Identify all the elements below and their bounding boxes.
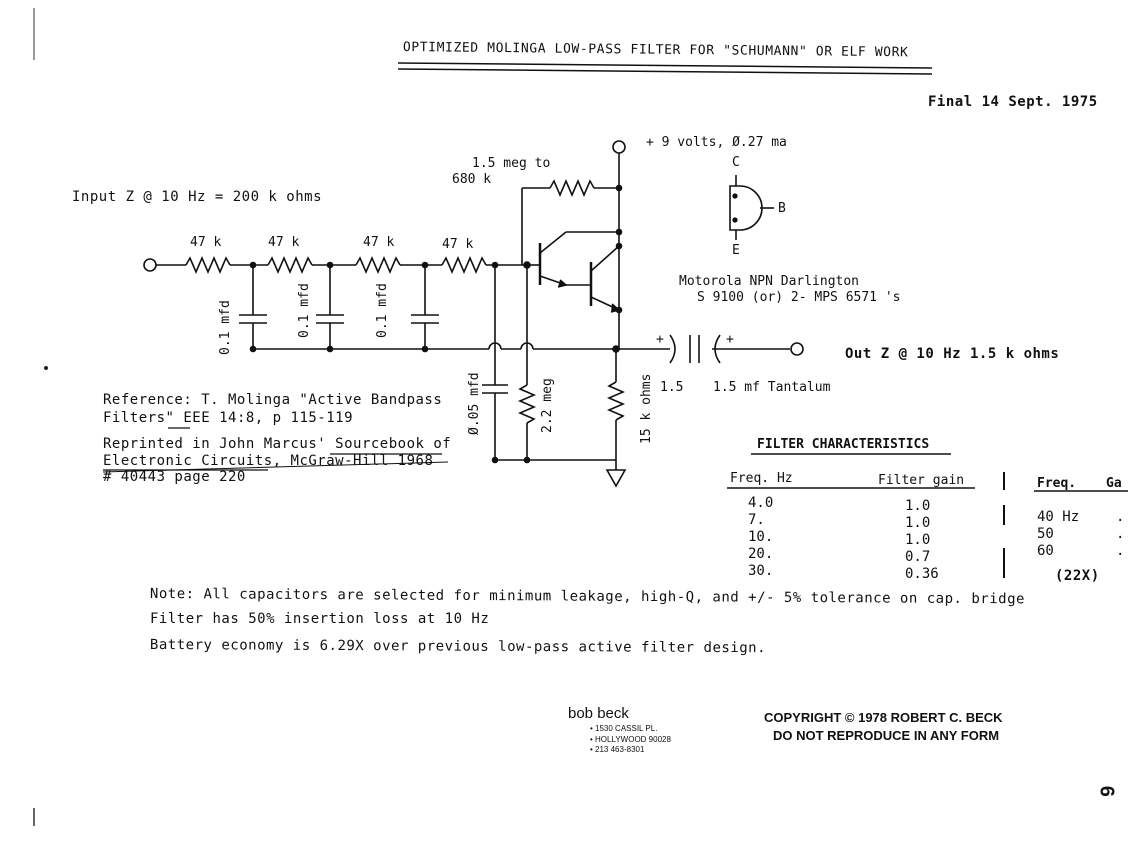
col-gain2-header: Ga bbox=[1106, 476, 1122, 491]
freq-value: 7. bbox=[748, 512, 765, 528]
cap-label-3: 0.1 mfd bbox=[375, 283, 390, 338]
cap-plus-2: + bbox=[726, 332, 734, 347]
gain2-value: . bbox=[1116, 543, 1125, 559]
gain-value: 1.0 bbox=[905, 515, 931, 531]
transistor-label-1: Motorola NPN Darlington bbox=[679, 274, 860, 289]
cap-plus-1: + bbox=[656, 332, 664, 347]
freq-value: 10. bbox=[748, 529, 774, 545]
cap-label-1: 0.1 mfd bbox=[218, 300, 233, 355]
gain-value: 1.0 bbox=[905, 498, 931, 514]
gain-value: 0.7 bbox=[905, 549, 931, 565]
copyright-line-2: DO NOT REPRODUCE IN ANY FORM bbox=[773, 728, 1000, 743]
col-freq-header: Freq. Hz bbox=[730, 471, 793, 486]
page-title: OPTIMIZED MOLINGA LOW-PASS FILTER FOR "SCHUMANN" OR ELF WORK bbox=[402, 40, 909, 61]
author-address-2: • HOLLYWOOD 90028 bbox=[590, 735, 671, 744]
res-label-4: 47 k bbox=[442, 237, 474, 252]
reference-journal: EEE bbox=[183, 410, 211, 426]
page-number: 6 bbox=[1095, 785, 1118, 798]
copyright-line-1: COPYRIGHT © 1978 ROBERT C. BECK bbox=[764, 710, 1003, 725]
gain-value: 0.36 bbox=[905, 566, 939, 582]
col-freq2-header: Freq. bbox=[1037, 476, 1077, 491]
gain-multiplier: (22X) bbox=[1055, 568, 1100, 584]
note-line-3: Battery economy is 6.29X over previous low-pass active filter design. bbox=[149, 637, 767, 657]
author-phone: • 213 463-8301 bbox=[590, 745, 645, 754]
feedback-res-label-2: 680 k bbox=[452, 172, 492, 187]
cap-05-label: Ø.05 mfd bbox=[467, 372, 482, 435]
reprint-publisher: , McGraw-Hill 1968 bbox=[272, 453, 434, 469]
res-label-2: 47 k bbox=[268, 235, 300, 250]
freq2-value: 60 bbox=[1037, 543, 1054, 559]
pin-c-label: C bbox=[732, 155, 740, 170]
gain-value: 1.0 bbox=[905, 532, 931, 548]
freq2-value: 40 Hz bbox=[1037, 509, 1080, 525]
pin-b-label: B bbox=[778, 201, 786, 216]
freq2-value: 50 bbox=[1037, 526, 1054, 542]
transistor-label-2: S 9100 (or) 2- MPS 6571 's bbox=[697, 290, 901, 305]
res-label-1: 47 k bbox=[190, 235, 222, 250]
tantalum-label: 1.5 mf Tantalum bbox=[713, 380, 831, 395]
pin-e-label: E bbox=[732, 243, 740, 258]
reprint-book-a: Sourcebook of bbox=[335, 436, 452, 452]
note-line-1: Note: All capacitors are selected for minimum leakage, high-Q, and +/- 5% tolerance on cap. bridge bbox=[149, 586, 1025, 608]
freq-value: 30. bbox=[748, 563, 774, 579]
freq-value: 20. bbox=[748, 546, 774, 562]
col-gain-header: Filter gain bbox=[878, 473, 965, 488]
author-address-1-text: 1530 CASSIL PL. bbox=[595, 724, 658, 733]
reference-line-2-c: 14:8, p 115-119 bbox=[210, 410, 354, 426]
reprint-book-b: Electronic Circuits bbox=[103, 453, 273, 469]
freq-value: 4.0 bbox=[748, 495, 774, 511]
date-label: Final 14 Sept. 1975 bbox=[928, 94, 1098, 110]
reprint-line-3: # 40443 page 220 bbox=[103, 469, 246, 485]
cap-15-label: 1.5 bbox=[660, 380, 684, 395]
feedback-res-label-1: 1.5 meg to bbox=[472, 156, 551, 171]
input-impedance-label: Input Z @ 10 Hz = 200 k ohms bbox=[72, 189, 323, 205]
res-22-label: 2.2 meg bbox=[540, 378, 555, 433]
filter-char-heading: FILTER CHARACTERISTICS bbox=[757, 437, 930, 452]
gain2-value: . bbox=[1116, 526, 1125, 542]
output-impedance-label: Out Z @ 10 Hz 1.5 k ohms bbox=[845, 346, 1060, 362]
author-name: bob beck bbox=[568, 705, 629, 722]
res-15-label: 15 k ohms bbox=[639, 373, 654, 444]
author-phone-text: 213 463-8301 bbox=[595, 745, 645, 754]
reprint-line-1-a: Reprinted in John Marcus' bbox=[103, 436, 336, 452]
supply-label: + 9 volts, Ø.27 ma bbox=[646, 135, 787, 150]
author-address-1: • 1530 CASSIL PL. bbox=[590, 724, 658, 733]
cap-label-2: 0.1 mfd bbox=[297, 283, 312, 338]
gain2-value: . bbox=[1116, 509, 1125, 525]
note-line-2: Filter has 50% insertion loss at 10 Hz bbox=[150, 611, 490, 627]
reference-line-1: Reference: T. Molinga "Active Bandpass bbox=[103, 392, 443, 408]
res-label-3: 47 k bbox=[363, 235, 395, 250]
reference-line-2-a: Filters" bbox=[103, 410, 184, 426]
author-address-2-text: HOLLYWOOD 90028 bbox=[595, 735, 671, 744]
